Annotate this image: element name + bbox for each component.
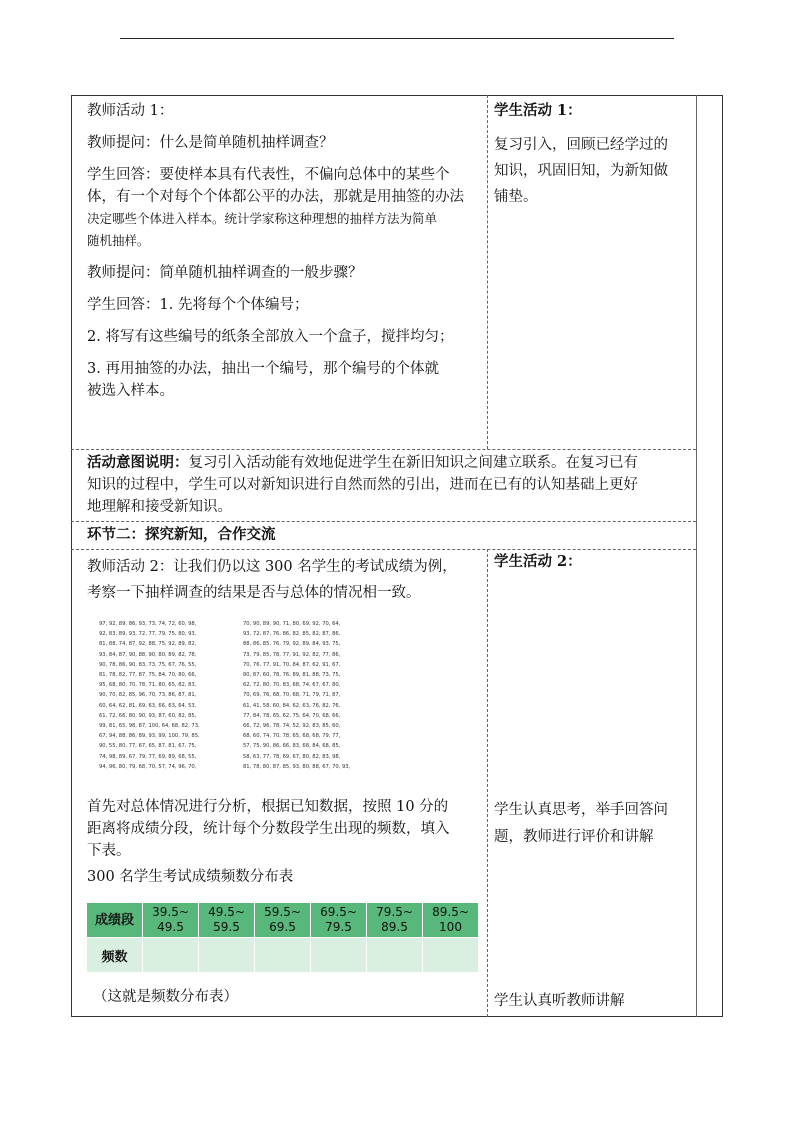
score-row: 61, 41, 58, 60, 84, 62, 63, 76, 82, 76, (243, 702, 341, 709)
section-2-cell (87, 524, 693, 546)
teacher-activity-2-line1: 教师活动 2：让我们仍以这 300 名学生的考试成绩为例， (87, 559, 457, 575)
score-row: 68, 60, 74, 70, 78, 65, 68, 68, 79, 77, (243, 733, 341, 740)
student-activity-2-line3: 学生认真听教师讲解 (494, 993, 625, 1009)
step-2: 2. 将写有这些编号的纸条全部放入一个盒子，搅拌均匀； (87, 329, 454, 345)
score-row: 81, 78, 80, 87, 85, 93, 80, 88, 67, 70, 93, (243, 763, 351, 770)
range-cell: 39.5~ 49.5 (143, 903, 199, 938)
teacher-question-1: 教师提问：什么是简单随机抽样调查？ (87, 135, 334, 151)
score-row: 81, 88, 74, 87, 92, 88, 75, 92, 89, 82, (99, 641, 197, 648)
frequency-cell[interactable] (423, 938, 479, 973)
score-data-left-column (99, 619, 243, 772)
frequency-table-body-row (87, 938, 479, 973)
activity-intent-line2: 知识的过程中，学生可以对新知识进行自然而然的引出，进而在已有的认知基础上更好 (87, 477, 638, 493)
student-activity-2-footer (494, 990, 694, 1012)
frequency-table (86, 902, 479, 973)
teacher-question-2: 教师提问：简单随机抽样调查的一般步骤？ (87, 265, 363, 281)
frequency-cell[interactable] (199, 938, 255, 973)
score-row: 90, 55, 80, 77, 67, 65, 87, 81, 67, 75, (99, 743, 197, 750)
step-3-line2: 被选入样本。 (87, 383, 174, 399)
range-cell: 89.5~ 100 (423, 903, 479, 938)
student-activity-1-line2: 知识，巩固旧知，为新知做 (494, 163, 668, 179)
student-activity-1-heading: 学生活动 1： (494, 102, 582, 119)
frequency-cell[interactable] (143, 938, 199, 973)
activity-intent-label: 活动意图说明： (87, 454, 189, 471)
frequency-cell[interactable] (367, 938, 423, 973)
row-divider-3 (71, 549, 696, 550)
score-row: 94, 96, 80, 79, 68, 70, 57, 74, 96, 70, (99, 763, 197, 770)
teacher-activity-1-cell (87, 100, 487, 402)
column-divider-top (487, 95, 488, 449)
score-row: 70, 69, 76, 68, 70, 68, 71, 79, 71, 87, (243, 692, 341, 699)
section-2-title: 环节二：探究新知，合作交流 (87, 526, 276, 543)
student-activity-2-body (494, 797, 694, 851)
score-row: 77, 84, 78, 65, 62, 75, 64, 70, 68, 66, (243, 712, 341, 719)
score-row: 93, 84, 87, 90, 88, 90, 80, 89, 82, 78, (99, 651, 197, 658)
frequency-table-title: 300 名学生考试成绩频数分布表 (87, 869, 294, 885)
analysis-line3: 下表。 (87, 843, 131, 859)
student-activity-1-cell (494, 100, 694, 210)
activity-intent-line1: 复习引入活动能有效地促进学生在新旧知识之间建立联系。在复习已有 (188, 455, 638, 471)
score-row: 57, 75, 90, 86, 66, 83, 68, 84, 68, 85, (243, 743, 341, 750)
note-cell (93, 986, 473, 1008)
student-activity-2-line2: 题，教师进行评价和讲解 (494, 829, 654, 845)
column-divider-bottom (487, 549, 488, 1017)
step-3-line1: 3. 再用抽签的办法，抽出一个编号，那个编号的个体就 (87, 361, 439, 377)
page-header-rule (120, 38, 674, 39)
frequency-table-header-row (87, 903, 479, 938)
score-row: 81, 78, 82, 77, 87, 75, 84, 70, 80, 66, (99, 672, 197, 679)
score-row: 74, 98, 89, 67, 79, 77, 69, 89, 68, 55, (99, 753, 197, 760)
score-row: 93, 72, 87, 76, 86, 82, 85, 82, 87, 86, (243, 631, 341, 638)
activity-intent-line3: 地理解和接受新知识。 (87, 499, 232, 515)
score-row: 61, 72, 66, 80, 90, 93, 87, 60, 82, 85, (99, 712, 197, 719)
score-data-right-column (243, 619, 350, 772)
student-answer-2: 学生回答：1. 先将每个个体编号； (87, 297, 309, 313)
student-answer-1-line1: 学生回答：要使样本具有代表性，不偏向总体中的某些个 (87, 167, 450, 183)
teacher-activity-2-line2: 考察一下抽样调查的结果是否与总体的情况相一致。 (87, 585, 421, 601)
score-data-list (99, 619, 379, 772)
student-answer-1-line4: 随机抽样。 (87, 233, 150, 248)
score-row: 90, 78, 86, 90, 83, 73, 75, 67, 76, 55, (99, 661, 197, 668)
student-activity-2-heading: 学生活动 2： (494, 553, 582, 570)
student-activity-2-line1: 学生认真思考，举手回答问 (494, 802, 668, 818)
score-row: 66, 72, 96, 78, 74, 52, 92, 83, 85, 60, (243, 723, 341, 730)
analysis-paragraph (87, 796, 487, 862)
student-answer-1-line2: 体，有一个对每个个体都公平的办法，那就是用抽签的办法 (87, 189, 464, 205)
score-row: 90, 70, 82, 85, 96, 70, 73, 86, 87, 81, (99, 692, 197, 699)
frequency-label: 频数 (87, 938, 143, 973)
row-divider-2 (71, 521, 696, 522)
score-row: 95, 68, 80, 70, 78, 71, 80, 65, 82, 83, (99, 682, 197, 689)
range-cell: 59.5~ 69.5 (255, 903, 311, 938)
table-title-cell (87, 866, 487, 888)
activity-intent-cell (87, 452, 693, 518)
score-row: 92, 83, 89, 93, 72, 77, 79, 75, 80, 93, (99, 631, 197, 638)
student-answer-1-line3: 决定哪些个体进入样本。统计学家称这种理想的抽样方法为简单 (87, 211, 438, 226)
frequency-cell[interactable] (255, 938, 311, 973)
student-activity-1-line1: 复习引入，回顾已经学过的 (494, 137, 668, 153)
score-row: 97, 92, 89, 86, 93, 73, 74, 72, 60, 98, (99, 621, 197, 627)
row-divider-1 (71, 449, 696, 450)
score-row: 70, 90, 89, 90, 71, 80, 69, 92, 70, 64, (243, 621, 341, 627)
teacher-activity-2-cell (87, 554, 487, 606)
score-row: 88, 86, 85, 76, 79, 92, 89, 84, 93, 75, (243, 641, 341, 648)
score-row: 58, 63, 77, 78, 69, 67, 80, 82, 83, 98, (243, 753, 341, 760)
score-row: 80, 87, 60, 78, 76, 89, 81, 88, 73, 75, (243, 672, 341, 679)
frequency-cell[interactable] (311, 938, 367, 973)
range-cell: 79.5~ 89.5 (367, 903, 423, 938)
analysis-line2: 距离将成绩分段，统计每个分数段学生出现的频数，填入 (87, 821, 450, 837)
analysis-line1: 首先对总体情况进行分析，根据已知数据，按照 10 分的 (87, 799, 449, 815)
range-cell: 49.5~ 59.5 (199, 903, 255, 938)
student-activity-2-cell (494, 551, 694, 573)
score-row: 73, 79, 85, 78, 77, 91, 92, 82, 77, 86, (243, 651, 341, 658)
range-cell: 69.5~ 79.5 (311, 903, 367, 938)
frequency-table-note: （这就是频数分布表） (93, 989, 238, 1005)
student-activity-1-line3: 铺垫。 (494, 189, 538, 205)
score-row: 60, 64, 62, 81, 69, 63, 66, 63, 64, 53, (99, 702, 197, 709)
score-row: 67, 94, 88, 86, 89, 93, 99, 100, 79, 85, (99, 733, 200, 740)
score-row: 99, 81, 65, 98, 87, 100, 64, 68, 82, 73, (99, 723, 200, 730)
teacher-activity-1-heading: 教师活动 1： (87, 103, 174, 119)
score-row: 70, 76, 77, 91, 70, 84, 87, 62, 91, 67, (243, 661, 341, 668)
right-margin-column-line (696, 95, 697, 1017)
score-row: 62, 72, 80, 70, 83, 68, 74, 67, 67, 80, (243, 682, 341, 689)
score-range-label: 成绩段 (87, 903, 143, 938)
